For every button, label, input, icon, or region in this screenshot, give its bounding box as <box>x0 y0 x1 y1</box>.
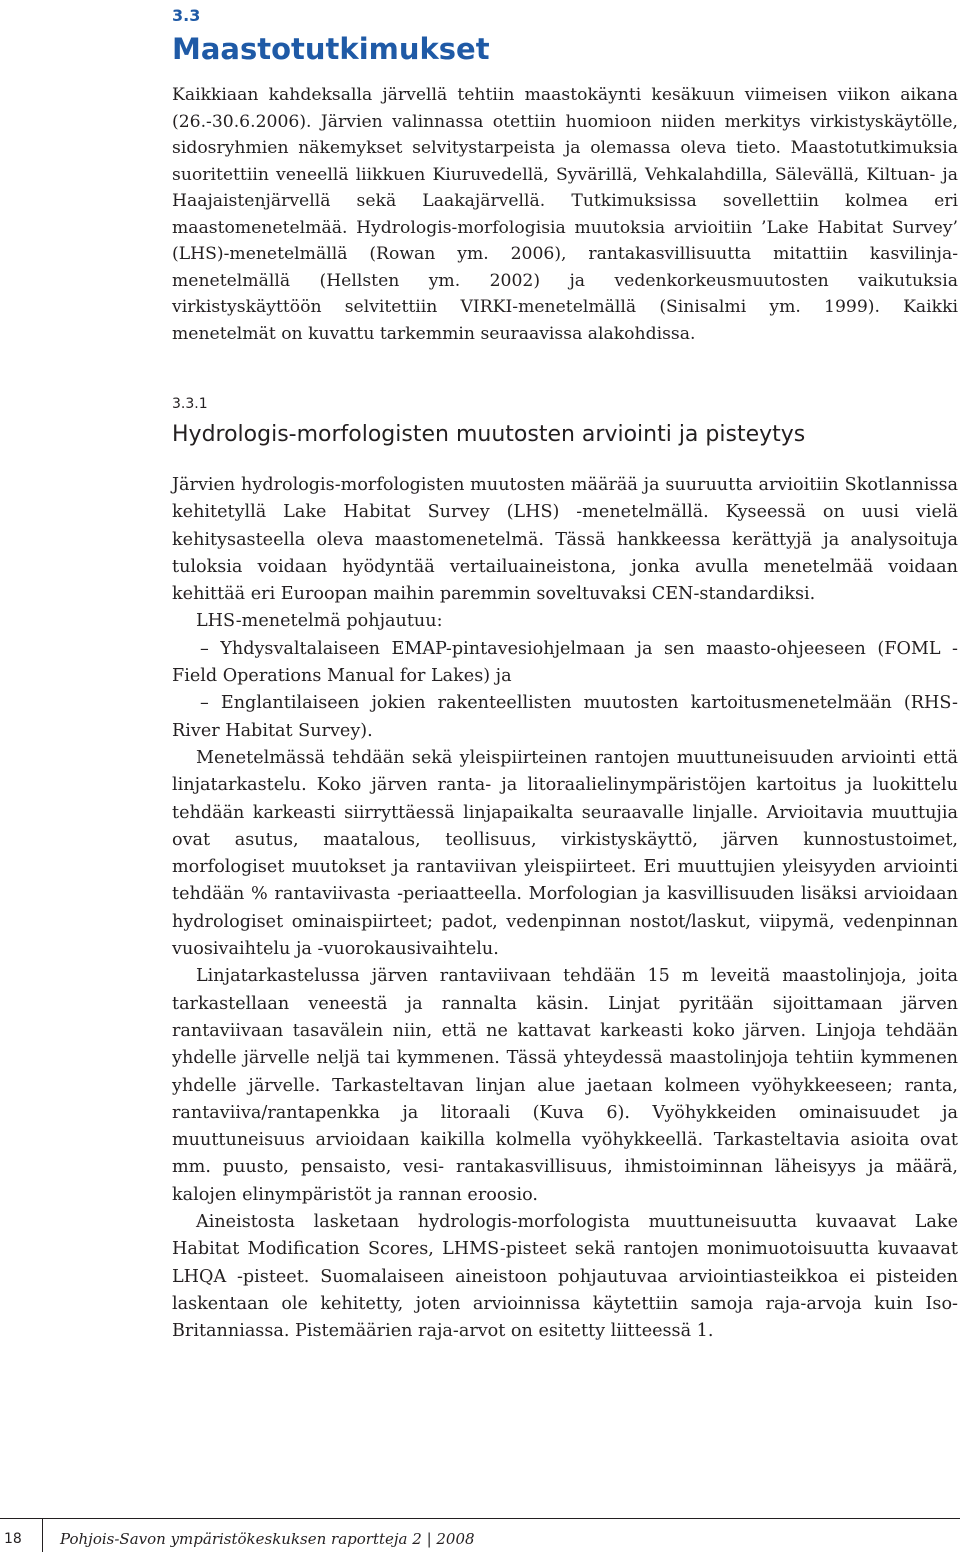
section-intro-paragraph: Kaikkiaan kahdeksalla järvellä tehtiin maastokäynti kesäkuun viimeisen viikon aikana (26.-30.6.2006). Järvien valinnassa otettiin huomioon niiden merkitys virkistyskäytölle, sidosryhmien näkemykset selvitystarpeista ja olemassa oleva tieto. Maastotutkimuksia suoritettiin veneellä liikkuen Kiuruvedellä, Syvärillä, Vehkalahdilla, Sälevällä, Kiltuan- ja Haajaistenjärvellä sekä Laakajärvellä. Tutkimuksissa sovellettiin kolmea eri maastomenetelmää. Hydrologis-morfologisia muutoksia arvioitiin ’Lake Habitat Survey’ (LHS)-menetelmällä (Rowan ym. 2006), rantakasvillisuutta mitattiin kasvilinja-menetelmällä (Hellsten ym. 2002) ja vedenkorkeusmuutosten vaikutuksia virkistyskäyttöön selvitettiin VIRKI-menetelmällä (Sinisalmi ym. 1999). Kaikki menetelmät on kuvattu tarkemmin seuraavissa alakohdissa. <box>172 85 958 344</box>
page-number: 18 <box>4 1531 22 1547</box>
body-paragraph-4: Linjatarkastelussa järven rantaviivaan tehdään 15 m leveitä maastolinjoja, joita tarkastellaan veneestä ja rannalta käsin. Linjat pyritään sijoittamaan järven rantaviivaan tasavälein niin, että ne kattavat karkeasti koko järven. Linjoja tehdään yhdelle järvelle neljä tai kymmenen. Tässä yhteydessä maastolinjoja tehtiin kymmenen yhdelle järvelle. Tarkasteltavan linjan alue jaetaan kolmeen vyöhykkeeseen; ranta, rantaviiva/rantapenkka ja litoraali (Kuva 6). Vyöhykkeiden ominaisuudet ja muuttuneisuus arvioidaan kaikilla kolmella vyöhykkeellä. Tarkasteltavia asioita ovat mm. puusto, pensaisto, vesi- rantakasvillisuus, ihmistoiminnan läheisyys ja määrä, kalojen elinympäristöt ja rannan eroosio. <box>172 966 958 1205</box>
dash-item-1: – Yhdysvaltalaiseen EMAP-pintavesiohjelmaan ja sen maasto-ohjeeseen (FOML -Field Operations Manual for Lakes) ja <box>172 638 958 687</box>
subsection-number: 3.3.1 <box>172 396 208 412</box>
body-paragraph-2: LHS-menetelmä pohjautuu: <box>196 611 443 632</box>
subsection-body <box>172 472 958 1346</box>
footer-rule <box>0 1518 960 1519</box>
body-paragraph-5: Aineistosta lasketaan hydrologis-morfologista muuttuneisuutta kuvaavat Lake Habitat Modification Scores, LHMS-pisteet sekä rantojen monimuotoisuutta kuvaavat LHQA -pisteet. Suomalaiseen aineistoon pohjautuvaa arviointiasteikkoa ei pisteiden laskentaan ole kehitetty, joten arvioinnissa käytettiin samoja raja-arvoja kuin Iso-Britanniassa. Pistemäärien raja-arvot on esitetty liitteessä 1. <box>172 1212 958 1342</box>
body-paragraph-3: Menetelmässä tehdään sekä yleispiirteinen rantojen muuttuneisuuden arviointi että linjatarkastelu. Koko järven ranta- ja litoraalielinympäristöjen kartoitus ja luokittelu tehdään karkeasti siirryttäessä linjapaikalta seuraavalle linjalle. Arvioitavia muuttujia ovat asutus, maatalous, teollisuus, virkistyskäyttö, järven kunnostustoimet, morfologiset muutokset ja rantaviivan yleispiirteet. Eri muuttujien yleisyyden arviointi tehdään % rantaviivasta -periaatteella. Morfologian ja kasvillisuuden lisäksi arvioidaan hydrologiset ominaispiirteet; padot, vedenpinnan nostot/laskut, viipymä, vedenpinnan vuosivaihtelu ja -vuorokausivaihtelu. <box>172 747 958 960</box>
page-footer <box>0 1528 960 1552</box>
section-number: 3.3 <box>172 6 201 25</box>
body-paragraph-1: Järvien hydrologis-morfologisten muutosten määrää ja suuruutta arvioitiin Skotlannissa kehitetyllä Lake Habitat Survey (LHS) -menetelmällä. Kyseessä on uusi vielä kehitysasteella oleva maastomenetelmä. Tässä hankkeessa kerättyjä ja analysoituja tuloksia voidaan hyödyntää vertailuaineistona, jonka avulla menetelmää voidaan kehittää eri Euroopan maihin paremmin soveltuvaksi CEN-standardiksi. <box>172 475 958 605</box>
publication-title: Pohjois-Savon ympäristökeskuksen raportteja 2 | 2008 <box>60 1530 475 1548</box>
section-title: Maastotutkimukset <box>172 32 490 66</box>
dash-item-2: – Englantilaiseen jokien rakenteellisten muutosten kartoitusmenetelmään (RHS-River Habitat Survey). <box>172 693 958 741</box>
subsection-title: Hydrologis-morfologisten muutosten arviointi ja pisteytys <box>172 422 806 447</box>
footer-divider <box>42 1518 43 1552</box>
